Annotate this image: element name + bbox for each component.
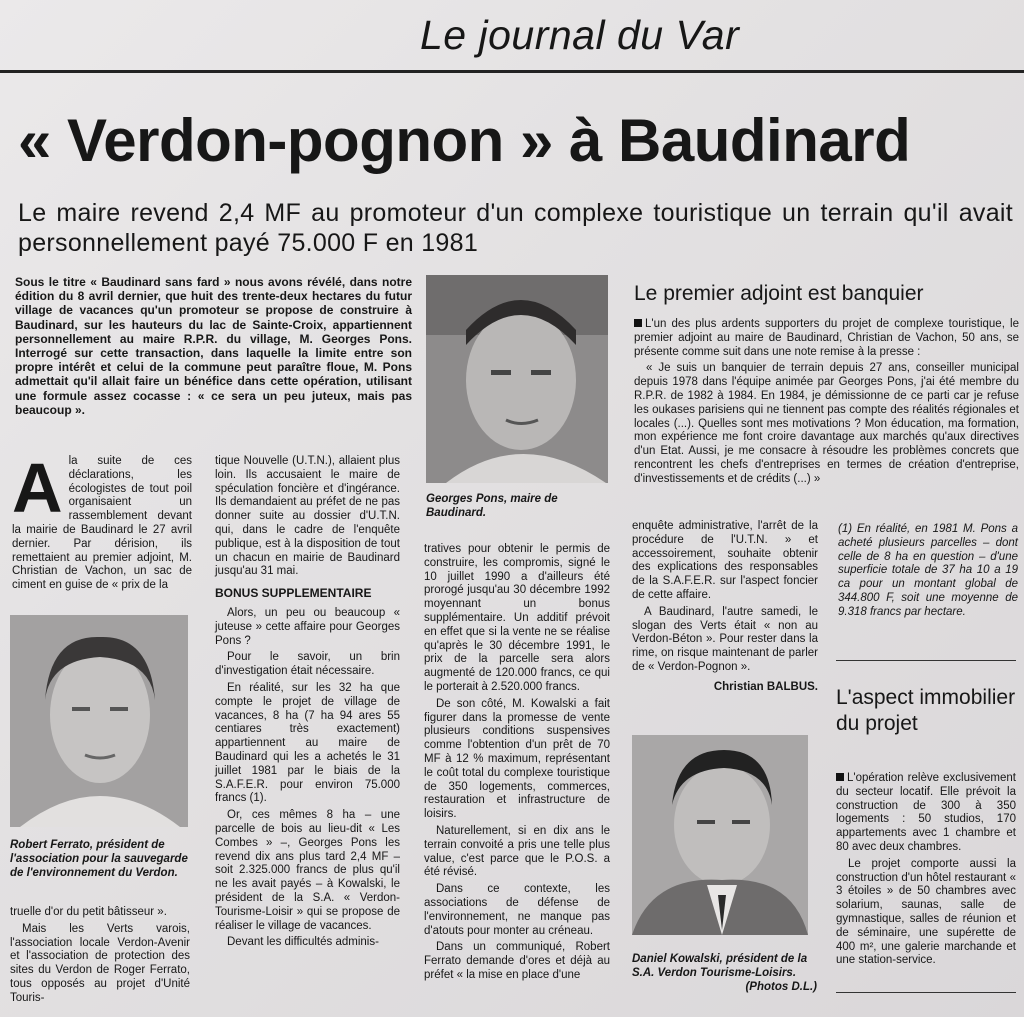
caption-ferrato: Robert Ferrato, président de l'association pour la sauvegarde de l'environnement du Verdon. [10, 839, 188, 879]
column-3 [424, 543, 610, 986]
column-2-p6: Devant les difficultés adminis- [227, 936, 379, 949]
sidebar-immobilier-p1: L'opération relève exclusivement du secteur locatif. Elle prévoit la construction de 300 à 350 logements : 50 studios, 170 appartements avec 1 chambre et 80 avec deux chambres. [836, 772, 1016, 853]
column-1 [12, 449, 192, 593]
caption-pons: Georges Pons, maire de Baudinard. [426, 493, 558, 519]
column-2 [215, 455, 400, 953]
square-bullet-icon [836, 773, 844, 781]
drop-cap: A [12, 449, 63, 527]
photo-robert-ferrato [10, 615, 188, 827]
photo-daniel-kowalski [632, 735, 808, 935]
subheadline: Le maire revend 2,4 MF au promoteur d'un complexe touristique un terrain qu'il avait personnellement payé 75.000 F en 1981 [18, 199, 1013, 257]
sidebar-title-banquier: Le premier adjoint est banquier [634, 282, 924, 305]
column-3-p3: Naturellement, si en dix ans le terrain convoité a pris une telle plus value, c'est parce que le P.O.S. a été révisé. [424, 824, 610, 879]
masthead-rule [0, 70, 1024, 73]
sidebar-immobilier-p2: Le projet comporte aussi la construction d'un hôtel restaurant « 3 étoiles » de 50 chambres avec solarium, saunas, salle de gymnastique, salles de réunion et de séminaire, une supérette de 400 m², une galerie marchande et une station-service. [836, 857, 1016, 967]
caption-kowalski-text: Daniel Kowalski, président de la S.A. Verdon Tourisme-Loisirs. [632, 953, 808, 979]
sidebar-title-immobilier: L'aspect immobilier du projet [836, 686, 1016, 735]
sidebar-banquier-p2: « Je suis un banquier de terrain depuis 27 ans, conseiller municipal depuis 1978 dans l'équipe animée par Georges Pons, j'ai été membre du R.P.R. de 1982 à 1984. En 1984, je démissionne de ce parti car je refuse les oukases parisiens qui ne tiennent pas compte des réalités régionales et locales (...). Quelles sont mes motivations ? Mon éducation, ma formation, mon expérience me font croire davantage aux marchés qu'aux directives d'un Etat. Aussi, je me consacre à résoudre les problèmes concrets que rencontrent les chefs d'entreprises en termes de création d'entreprise, d'investissements et de crédits (...) » [634, 362, 1019, 485]
column-1-cont-1: truelle d'or du petit bâtisseur ». [10, 906, 167, 918]
footnote: (1) En réalité, en 1981 M. Pons a acheté plusieurs parcelles – dont celle de 8 ha en question – d'une superficie totale de 37 ha 10 a 19 ca pour un montant global de 344.800 F, soit une moyenne de 9.318 francs par hectare. [838, 523, 1018, 618]
lede-paragraph: Sous le titre « Baudinard sans fard » nous avons révélé, dans notre édition du 8 avril dernier, que huit des trente-deux hectares du futur village de vacances qu'un promoteur se propose de construire à Baudinard, sur les hauteurs du lac de Sainte-Croix, appartiennent personnellement au maire R.P.R. du village, M. Georges Pons. Interrogé sur cette transaction, dans laquelle la limite entre son propre intérêt et celui de la commune peut paraître floue, M. Pons admettait qu'il allait faire un bénéfice dans cette opération, utilisant une formule assez cocasse : « ce sera un peu juteux, mais pas beaucoup ». [15, 275, 412, 417]
column-2-p2: Alors, un peu ou beaucoup « juteuse » cette affaire pour Georges Pons ? [215, 606, 400, 647]
portrait-kowalski-image [632, 735, 808, 935]
column-1-continued [10, 906, 190, 1009]
photo-credit: (Photos D.L.) [745, 981, 817, 993]
column-1-text: la suite de ces déclarations, les écologistes de tout poil organisaient un rassemblement devant la mairie de Baudinard le 27 avril dernier. Par dérision, ils remettaient au premier adjoint, M. Christian de Vachon, un sac de ciment en guise de « prix de la [12, 455, 192, 592]
column-3-p1: tratives pour obtenir le permis de construire, les compromis, signé le 10 juillet 1990 a d'ailleurs été prorogé jusqu'au 30 décembre 1992 moyennant un bonus supplémentaire. Un additif prévoit en effet que si la vente ne se réalise qu'après le 30 décembre 1991, le prix de la parcelle sera alors augmenté de 120.000 francs, ce qui le porterait à 2.520.000 francs. [424, 543, 610, 693]
footnote-divider [836, 660, 1016, 661]
column-2-p4: En réalité, sur les 32 ha que compte le projet de village de vacances, 8 ha (7 ha 94 ares 55 centiares très exactement) appartiennent au maire de Baudinard qui les a achetés le 31 juillet 1981 par le biais de la S.A.F.E.R. pour environ 75.000 francs (1). [215, 681, 400, 805]
masthead: Le journal du Var [420, 12, 740, 58]
column-4-p2: A Baudinard, l'autre samedi, le slogan des Verts était « non au Verdon-Béton ». Pour rester dans la rime, on risque maintenant de parler de « Verdon-Pognon ». [632, 605, 818, 673]
sidebar-immobilier-body [836, 772, 1016, 971]
column-2-p3: Pour le savoir, un brin d'investigation était nécessaire. [215, 651, 400, 678]
column-3-p5: Dans un communiqué, Robert Ferrato demande d'ores et déjà au préfet « la mise en place d'une [424, 941, 610, 981]
photo-georges-pons [426, 275, 608, 483]
sidebar-banquier-p1: L'un des plus ardents supporters du projet de complexe touristique, le premier adjoint au maire de Baudinard, Christian de Vachon, 50 ans, se présente comme suit dans une note remise à la presse : [634, 318, 1019, 358]
column-4-p1: enquête administrative, l'arrêt de la procédure de l'U.T.N. » et accessoirement, souhaite obtenir des explications des responsables de la S.A.F.E.R. sur l'aspect foncier de cette affaire. [632, 520, 818, 601]
column-3-p2: De son côté, M. Kowalski a fait figurer dans la promesse de vente plusieurs conditions suspensives comme l'obtention d'un prêt de 70 MF à 12 % maximum, représentant le coût total du complexe touristique de 350 logements, commerces, restauration et infrastructure de loisirs. [424, 697, 610, 821]
column-2-p5: Or, ces mêmes 8 ha – une parcelle de bois au lieu-dit « Les Combes » –, Georges Pons les revend dix ans plus tard 2,4 MF – soit 2.325.000 francs de plus qu'il ne les avait payés – à Kowalski, le président de la S.A. « Verdon-Tourisme-Loisir » qui se propose de réaliser le village de vacances. [215, 809, 400, 932]
column-1-cont-2: Mais les Verts varois, l'association locale Verdon-Avenir et l'association de protection des sites du Verdon de Roger Ferrato, tous opposés au projet d'Unité Touris- [10, 922, 190, 1004]
square-bullet-icon [634, 319, 642, 327]
column-4 [632, 520, 818, 698]
column-2-p1: tique Nouvelle (U.T.N.), allaient plus loin. Ils accusaient le maire de spéculation foncière et d'ingérance. Ils demandaient au préfet de ne pas donner suite au dossier d'U.T.N. qui, dans le cadre de l'enquête publique, est à la disposition de tout un chacun en mairie de Baudinard jusqu'au 31 mai. [215, 455, 400, 578]
sidebar-bottom-divider [836, 992, 1016, 993]
portrait-pons-image [426, 275, 608, 483]
portrait-ferrato-image [10, 615, 188, 827]
author-signature: Christian BALBUS. [713, 680, 818, 693]
caption-kowalski [632, 952, 817, 994]
column-3-p4: Dans ce contexte, les associations de défense de l'environnement, ne manque pas d'atouts pour monter au créneau. [424, 883, 610, 937]
section-heading-bonus: BONUS SUPPLEMENTAIRE [215, 586, 372, 601]
sidebar-banquier-body [634, 318, 1019, 490]
headline: « Verdon-pognon » à Baudinard [18, 107, 911, 174]
